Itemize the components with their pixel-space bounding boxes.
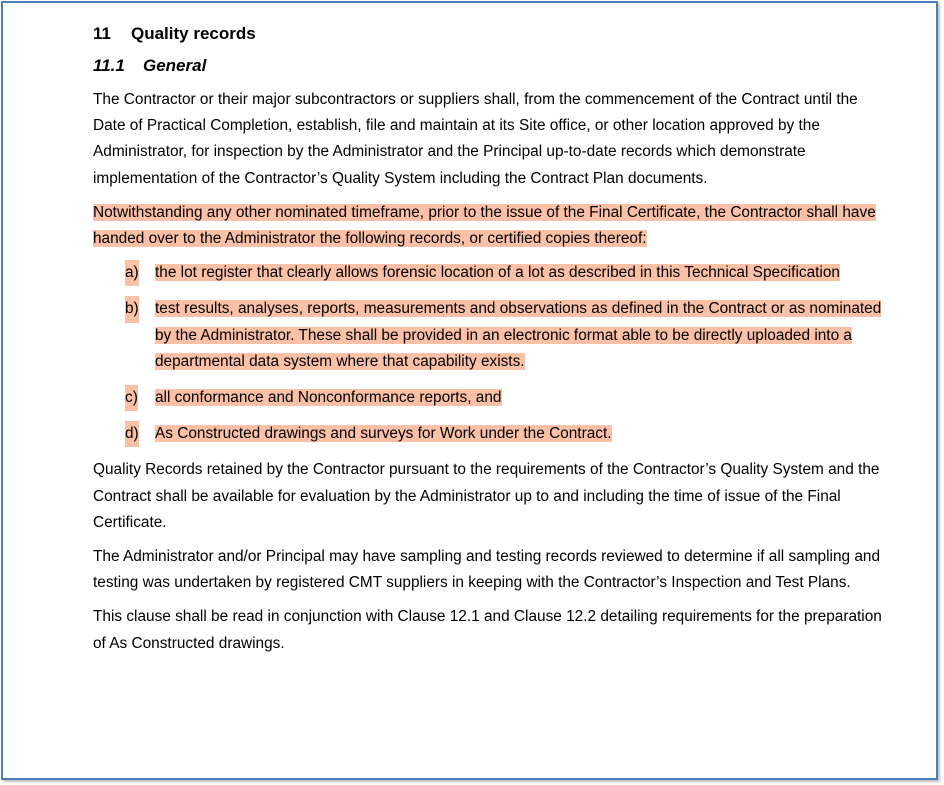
list-letter: d) [125, 421, 139, 447]
paragraph-records-maintenance: The Contractor or their major subcontractors or suppliers shall, from the commencement of the Contract until the Date of Practical Completion, establish, file and maintain at its Site office, or other location approved by the Administrator, for inspection by the Administrator and the Principal up-to-date records which demonstrate implementation of the Contractor’s Quality System including the Contract Plan documents. [93, 91, 858, 187]
list-letter: c) [125, 385, 138, 411]
subsection-number: 11.1 [93, 56, 125, 75]
list-letter: b) [125, 296, 139, 322]
list-item-text: the lot register that clearly allows forensic location of a lot as described in this Technical Specification [155, 264, 840, 282]
highlighted-text: Notwithstanding any other nominated timeframe, prior to the issue of the Final Certificate, the Contractor shall have handed over to the Administrator the following records, or certified copies thereof: [93, 203, 876, 248]
list-letter: a) [125, 260, 139, 286]
list-item [93, 260, 883, 286]
list-item-text: all conformance and Nonconformance reports, and [155, 389, 502, 407]
section-number: 11 [93, 24, 111, 43]
subsection-title: General [143, 56, 207, 75]
list-item-text: test results, analyses, reports, measurements and observations as defined in the Contract or as nominated by the Administrator. These shall be provided in an electronic format able to be directly uploaded into a departmental data system where that capability exists. [155, 300, 882, 370]
paragraph-clause-reference: This clause shall be read in conjunction with Clause 12.1 and Clause 12.2 detailing requirements for the preparation of As Constructed drawings. [93, 608, 882, 652]
subsection-heading [93, 51, 883, 81]
list-item-text: As Constructed drawings and surveys for Work under the Contract. [155, 425, 612, 443]
records-list [93, 260, 883, 447]
section-heading [93, 19, 883, 49]
list-item [93, 296, 883, 375]
document-content [93, 19, 883, 665]
paragraph-sampling-testing: The Administrator and/or Principal may have sampling and testing records reviewed to determine if all sampling and testing was undertaken by registered CMT suppliers in keeping with the Contractor’s Inspection and Test Plans. [93, 548, 881, 592]
document-frame [1, 1, 938, 780]
list-item [93, 421, 883, 447]
list-item [93, 385, 883, 411]
section-title: Quality records [131, 24, 256, 43]
paragraph-quality-records-retained: Quality Records retained by the Contractor pursuant to the requirements of the Contractor’s Quality System and the Contract shall be available for evaluation by the Administrator up to and including the time of issue of the Final Certificate. [93, 461, 880, 531]
paragraph-handover [93, 200, 883, 252]
